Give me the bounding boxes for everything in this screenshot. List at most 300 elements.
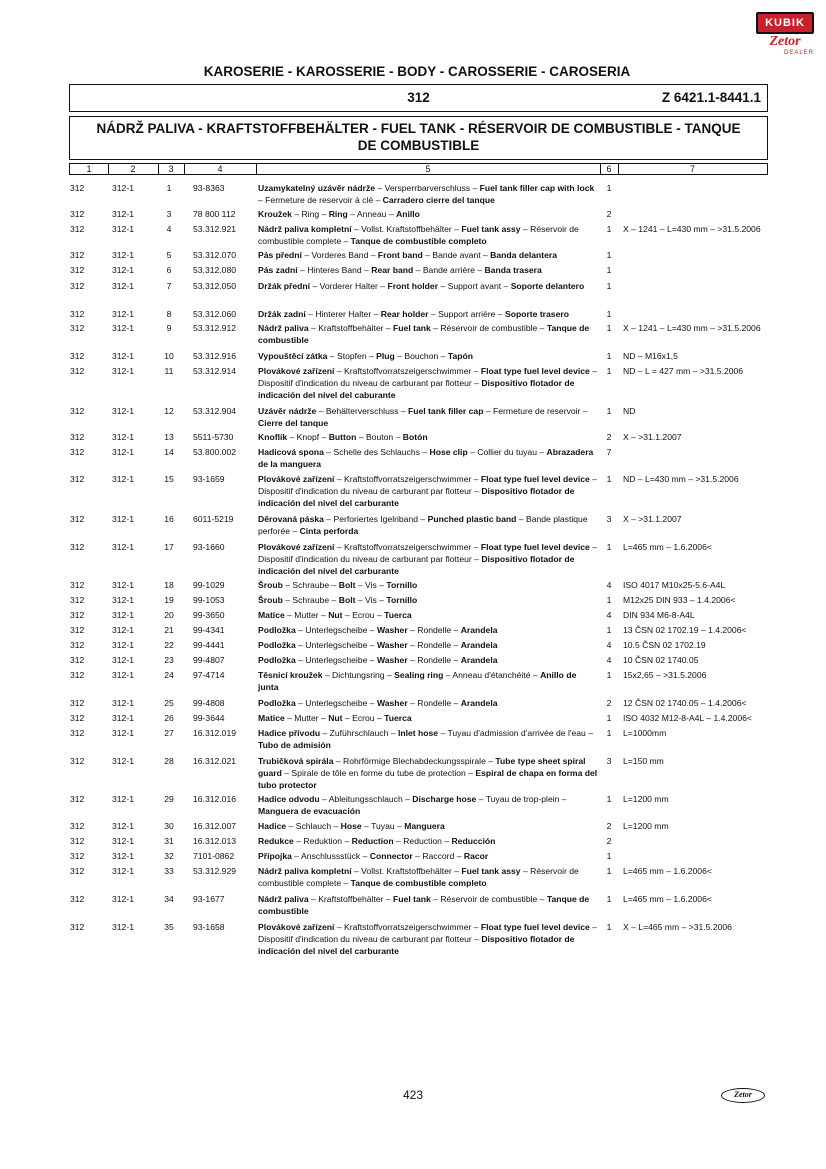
description-translation: – Raccord –	[412, 851, 464, 861]
description-translation: – Versperrbarverschluss –	[375, 183, 480, 193]
quantity-cell: 7	[606, 447, 612, 457]
description-translation: – Unterlegscheibe –	[295, 625, 377, 635]
group-cell: 312	[70, 866, 85, 876]
column-header: 3	[158, 164, 185, 174]
description-name: Plovákové zařízení	[258, 922, 335, 932]
description-name: Nádrž paliva	[258, 894, 309, 904]
group-cell: 312	[70, 713, 85, 723]
description-cell	[258, 405, 598, 429]
group-cell: 312	[70, 851, 85, 861]
subgroup-cell: 312-1	[112, 265, 134, 275]
subgroup-cell: 312-1	[112, 794, 134, 804]
description-name: Cierre del tanque	[258, 418, 329, 428]
description-cell	[258, 639, 598, 651]
subgroup-cell: 312-1	[112, 713, 134, 723]
part-number-cell: 5511-5730	[193, 432, 234, 442]
note-cell: DIN 934 M6-8-A4L	[623, 610, 695, 620]
description-translation: – Dispositif d'indication du niveau de carburant par flotteur –	[258, 474, 597, 496]
description-translation: – Kraftstoffbehälter –	[308, 894, 394, 904]
description-translation: – Support arrière –	[428, 309, 505, 319]
part-number-cell: 93-1658	[193, 922, 225, 932]
description-name: Pás přední	[258, 250, 302, 260]
description-cell	[258, 697, 598, 709]
position-cell: 23	[164, 655, 174, 665]
description-name: Redukce	[258, 836, 294, 846]
quantity-cell: 3	[606, 514, 612, 524]
description-translation: – Rohrförmige Blechabdeckungsspirale –	[333, 756, 496, 766]
description-translation: – Stopfen –	[327, 351, 377, 361]
position-cell: 34	[164, 894, 174, 904]
description-name: Botón	[402, 432, 428, 442]
description-name: Hose clip	[429, 447, 468, 457]
quantity-cell: 4	[606, 580, 612, 590]
part-number-cell: 16.312.016	[193, 794, 237, 804]
description-name: Rear band	[371, 265, 414, 275]
description-name: Podložka	[258, 640, 296, 650]
quantity-cell: 1	[606, 366, 612, 376]
description-name: Float type fuel level device	[480, 474, 590, 484]
description-cell	[258, 850, 598, 862]
note-cell: ND – L = 427 mm – >31.5.2006	[623, 366, 744, 376]
description-name: Float type fuel level device	[480, 922, 590, 932]
description-translation: – Kraftstoffvorratszeigerschwimmer –	[334, 366, 481, 376]
description-translation: – Vollst. Kraftstoffbehälter –	[351, 224, 462, 234]
quantity-cell: 1	[606, 281, 612, 291]
description-name: Reduction	[351, 836, 394, 846]
part-number-cell: 6011-5219	[193, 514, 234, 524]
quantity-cell: 4	[606, 655, 612, 665]
description-name: Nádrž paliva kompletní	[258, 866, 352, 876]
description-cell	[258, 712, 598, 724]
group-cell: 312	[70, 756, 85, 766]
column-header: 1	[70, 164, 109, 174]
subgroup-cell: 312-1	[112, 323, 134, 333]
position-cell: 5	[166, 250, 172, 260]
description-name: Plug	[376, 351, 395, 361]
note-cell: X – >31.1.2007	[623, 432, 682, 442]
column-header: 5	[256, 164, 601, 174]
subgroup-cell: 312-1	[112, 698, 134, 708]
description-name: Fuel tank assy	[461, 866, 521, 876]
description-name: Float type fuel level device	[480, 542, 590, 552]
description-cell	[258, 755, 598, 791]
part-number-cell: 53.312.050	[193, 281, 237, 291]
logo-zetor: Zetor	[769, 34, 801, 49]
description-cell	[258, 624, 598, 636]
description-name: Tubo de admisión	[258, 740, 331, 750]
description-translation: – Réservoir de combustible complete –	[258, 224, 579, 246]
description-name: Inlet hose	[397, 728, 439, 738]
subgroup-cell: 312-1	[112, 366, 134, 376]
description-name: Přípojka	[258, 851, 292, 861]
description-name: Tanque de combustible	[258, 894, 590, 916]
description-name: Plovákové zařízení	[258, 542, 335, 552]
position-cell: 18	[164, 580, 174, 590]
description-name: Tuerca	[384, 713, 412, 723]
description-translation: – Schelle des Schlauchs –	[323, 447, 430, 457]
description-translation: – Mutter –	[284, 610, 329, 620]
description-cell	[258, 727, 598, 751]
subgroup-cell: 312-1	[112, 821, 134, 831]
description-name: Fuel tank	[393, 323, 431, 333]
description-cell	[258, 473, 598, 509]
description-cell	[258, 182, 598, 206]
description-name: Nádrž paliva kompletní	[258, 224, 352, 234]
description-name: Tornillo	[386, 580, 418, 590]
description-translation: – Kraftstoffbehälter –	[308, 323, 394, 333]
description-translation: – Réservoir de combustible complete –	[258, 866, 579, 888]
subgroup-cell: 312-1	[112, 514, 134, 524]
description-name: Trubičková spirála	[258, 756, 334, 766]
description-translation: – Perforiertes Igelriband –	[323, 514, 428, 524]
position-cell: 26	[164, 713, 174, 723]
description-cell	[258, 513, 598, 537]
description-name: Dispositivo flotador de indicación del nivel del carburante	[258, 934, 575, 956]
subgroup-cell: 312-1	[112, 894, 134, 904]
position-cell: 12	[164, 406, 174, 416]
page-title: NÁDRŽ PALIVA - KRAFTSTOFFBEHÄLTER - FUEL TANK - RÉSERVOIR DE COMBUSTIBLE - TANQUE DE COMBUSTIBLE	[69, 116, 768, 160]
quantity-cell: 2	[606, 698, 612, 708]
description-translation: – Ableitungsschlauch –	[319, 794, 413, 804]
description-name: Hadice	[258, 821, 287, 831]
description-name: Hadicová spona	[258, 447, 324, 457]
description-translation: – Schlauch –	[286, 821, 341, 831]
position-cell: 31	[164, 836, 174, 846]
description-cell	[258, 541, 598, 577]
page-number: 423	[402, 1088, 424, 1102]
description-name: Šroub	[258, 580, 283, 590]
description-name: Tanque de combustible	[258, 323, 590, 345]
note-cell: L=1200 mm	[623, 794, 669, 804]
part-number-cell: 99-4807	[193, 655, 225, 665]
description-cell	[258, 793, 598, 817]
group-cell: 312	[70, 183, 85, 193]
description-cell	[258, 446, 598, 470]
column-header: 7	[689, 164, 695, 174]
description-translation: – Bande plastique perforée –	[258, 514, 588, 536]
description-name: Děrovaná páska	[258, 514, 324, 524]
note-cell: L=465 mm – 1.6.2006<	[623, 894, 712, 904]
position-cell: 33	[164, 866, 174, 876]
group-cell: 312	[70, 265, 85, 275]
note-cell: ISO 4032 M12-8-A4L – 1.4.2006<	[623, 713, 752, 723]
description-translation: – Unterlegscheibe –	[295, 640, 377, 650]
description-name: Vypouštěcí zátka	[258, 351, 328, 361]
position-cell: 3	[166, 209, 172, 219]
description-name: Držák přední	[258, 281, 311, 291]
quantity-cell: 2	[606, 821, 612, 831]
quantity-cell: 1	[606, 474, 612, 484]
description-translation: – Fermeture de reservoir –	[483, 406, 588, 416]
subgroup-cell: 312-1	[112, 406, 134, 416]
description-name: Fuel tank	[393, 894, 431, 904]
description-name: Matice	[258, 610, 285, 620]
description-translation: – Fermeture de reservoir à clé –	[258, 195, 383, 205]
quantity-cell: 1	[606, 309, 612, 319]
description-name: Kroužek	[258, 209, 292, 219]
description-translation: – Bouton –	[356, 432, 403, 442]
subgroup-cell: 312-1	[112, 351, 134, 361]
description-name: Plovákové zařízení	[258, 366, 335, 376]
part-number-cell: 53.312.912	[193, 323, 237, 333]
description-cell	[258, 264, 598, 276]
description-name: Tuerca	[384, 610, 412, 620]
description-translation: – Ring –	[291, 209, 329, 219]
logo-dealer: DEALER	[783, 50, 814, 56]
description-name: Arandela	[460, 640, 498, 650]
description-name: Manguera de evacuación	[258, 806, 361, 816]
part-number-cell: 99-1029	[193, 580, 225, 590]
group-cell: 312	[70, 728, 85, 738]
position-cell: 7	[166, 281, 172, 291]
part-number-cell: 16.312.019	[193, 728, 237, 738]
description-translation: – Tuyau d'admission d'arrivée de l'eau –	[438, 728, 594, 738]
position-cell: 29	[164, 794, 174, 804]
subgroup-cell: 312-1	[112, 209, 134, 219]
position-cell: 22	[164, 640, 174, 650]
subgroup-cell: 312-1	[112, 728, 134, 738]
note-cell: 12 ČSN 02 1740.05 – 1.4.2006<	[623, 698, 747, 708]
description-cell	[258, 835, 598, 847]
description-translation: – Behälterverschluss –	[316, 406, 408, 416]
description-translation: – Rondelle –	[407, 655, 461, 665]
subgroup-cell: 312-1	[112, 670, 134, 680]
description-name: Bolt	[338, 580, 356, 590]
description-cell	[258, 921, 598, 957]
description-name: Cinta perforda	[299, 526, 359, 536]
quantity-cell: 1	[606, 406, 612, 416]
subgroup-cell: 312-1	[112, 625, 134, 635]
position-cell: 17	[164, 542, 174, 552]
description-translation: – Dispositif d'indication du niveau de carburant par flotteur –	[258, 366, 597, 388]
part-number-cell: 93-8363	[193, 183, 225, 193]
description-name: Pás zadní	[258, 265, 298, 275]
subgroup-cell: 312-1	[112, 309, 134, 319]
description-name: Arandela	[460, 655, 498, 665]
description-name: Float type fuel level device	[480, 366, 590, 376]
description-translation: – Dispositif d'indication du niveau de carburant par flotteur –	[258, 922, 597, 944]
subgroup-cell: 312-1	[112, 640, 134, 650]
description-translation: – Tuyau de trop-plein –	[476, 794, 567, 804]
part-number-cell: 99-4441	[193, 640, 225, 650]
description-name: Fuel tank filler cap with lock	[479, 183, 595, 193]
description-name: Bolt	[338, 595, 356, 605]
description-translation: – Reduktion –	[293, 836, 352, 846]
subgroup-cell: 312-1	[112, 580, 134, 590]
description-translation: – Zuführschlauch –	[320, 728, 398, 738]
description-cell	[258, 223, 598, 247]
description-name: Uzávěr nádrže	[258, 406, 317, 416]
description-translation: – Spirale de tôle en forme du tube de protection –	[281, 768, 476, 778]
quantity-cell: 4	[606, 610, 612, 620]
position-cell: 1	[166, 183, 172, 193]
quantity-cell: 1	[606, 595, 612, 605]
part-number-cell: 53.312.914	[193, 366, 237, 376]
description-translation: – Anneau d'étanchéité –	[443, 670, 541, 680]
quantity-cell: 1	[606, 265, 612, 275]
quantity-cell: 1	[606, 250, 612, 260]
quantity-cell: 1	[606, 728, 612, 738]
description-name: Connector	[369, 851, 413, 861]
group-cell: 312	[70, 351, 85, 361]
part-number-cell: 78 800 112	[193, 209, 236, 219]
part-number-cell: 97-4714	[193, 670, 225, 680]
position-cell: 4	[166, 224, 172, 234]
description-name: Dispositivo flotador de indicación del nivel del carburante	[258, 486, 575, 508]
description-translation: – Mutter –	[284, 713, 329, 723]
description-name: Fuel tank assy	[461, 224, 521, 234]
logo-kubik: KUBIK	[756, 12, 814, 34]
description-name: Front band	[377, 250, 423, 260]
part-number-cell: 93-1660	[193, 542, 225, 552]
subgroup-cell: 312-1	[112, 250, 134, 260]
group-cell: 312	[70, 366, 85, 376]
description-cell	[258, 654, 598, 666]
description-translation: – Kraftstoffvorratszeigerschwimmer –	[334, 474, 481, 484]
description-translation: – Bouchon –	[394, 351, 448, 361]
description-name: Button	[328, 432, 357, 442]
description-name: Sealing ring	[394, 670, 444, 680]
description-name: Espiral de chapa en forma del tubo protector	[258, 768, 598, 790]
position-cell: 19	[164, 595, 174, 605]
group-cell: 312	[70, 610, 85, 620]
part-number-cell: 99-3644	[193, 713, 225, 723]
description-name: Punched plastic band	[427, 514, 517, 524]
position-cell: 6	[166, 265, 172, 275]
description-translation: – Rondelle –	[407, 640, 461, 650]
note-cell: M12x25 DIN 933 – 1.4.2006<	[623, 595, 736, 605]
quantity-cell: 2	[606, 209, 612, 219]
group-cell: 312	[70, 821, 85, 831]
description-translation: – Vorderes Band –	[301, 250, 378, 260]
note-cell: L=465 mm – 1.6.2006<	[623, 542, 712, 552]
description-name: Arandela	[460, 625, 498, 635]
subgroup-cell: 312-1	[112, 281, 134, 291]
quantity-cell: 1	[606, 351, 612, 361]
position-cell: 27	[164, 728, 174, 738]
group-cell: 312	[70, 625, 85, 635]
subgroup-cell: 312-1	[112, 542, 134, 552]
group-cell: 312	[70, 224, 85, 234]
subgroup-cell: 312-1	[112, 836, 134, 846]
part-number-cell: 7101-0862	[193, 851, 235, 861]
subgroup-cell: 312-1	[112, 474, 134, 484]
position-cell: 21	[164, 625, 174, 635]
quantity-cell: 1	[606, 323, 612, 333]
description-name: Manguera	[404, 821, 445, 831]
part-number-cell: 99-4808	[193, 698, 225, 708]
description-name: Hadice odvodu	[258, 794, 320, 804]
description-name: Front holder	[387, 281, 439, 291]
description-cell	[258, 579, 598, 591]
quantity-cell: 1	[606, 183, 612, 193]
model-range: Z 6421.1-8441.1	[661, 90, 761, 105]
description-name: Anillo de junta	[258, 670, 577, 692]
group-cell: 312	[70, 447, 85, 457]
description-translation: – Collier du tuyau –	[467, 447, 547, 457]
description-name: Fuel tank filler cap	[408, 406, 484, 416]
part-number-cell: 99-1053	[193, 595, 225, 605]
group-cell: 312	[70, 281, 85, 291]
description-name: Hose	[340, 821, 362, 831]
quantity-cell: 1	[606, 542, 612, 552]
description-name: Banda trasera	[484, 265, 542, 275]
description-name: Anillo	[396, 209, 420, 219]
column-header: 6	[600, 164, 619, 174]
description-cell	[258, 208, 598, 220]
quantity-cell: 1	[606, 713, 612, 723]
group-cell: 312	[70, 323, 85, 333]
description-name: Tanque de combustible completo	[350, 236, 487, 246]
description-name: Washer	[376, 625, 408, 635]
description-translation: – Vollst. Kraftstoffbehälter –	[351, 866, 462, 876]
quantity-cell: 2	[606, 836, 612, 846]
note-cell: X – 1241 – L=430 mm – >31.5.2006	[623, 323, 761, 333]
group-cell: 312	[70, 698, 85, 708]
position-cell: 35	[164, 922, 174, 932]
description-name: Nut	[328, 610, 343, 620]
subgroup-cell: 312-1	[112, 224, 134, 234]
position-cell: 11	[164, 366, 174, 376]
group-cell: 312	[70, 894, 85, 904]
group-cell: 312	[70, 406, 85, 416]
description-translation: – Reduction –	[393, 836, 452, 846]
note-cell: ND	[623, 406, 636, 416]
description-name: Tornillo	[386, 595, 418, 605]
footer-zetor-logo: Zetor	[721, 1088, 765, 1103]
group-cell: 312	[70, 250, 85, 260]
quantity-cell: 1	[606, 625, 612, 635]
description-name: Reducción	[451, 836, 496, 846]
description-name: Dispositivo flotador de indicación del nivel del carburante	[258, 554, 575, 576]
description-name: Uzamykatelný uzávěr nádrže	[258, 183, 376, 193]
group-cell: 312	[70, 836, 85, 846]
position-cell: 28	[164, 756, 174, 766]
description-name: Abrazadera de la manguera	[258, 447, 594, 469]
quantity-cell: 1	[606, 224, 612, 234]
description-translation: – Kraftstoffvorratszeigerschwimmer –	[334, 542, 481, 552]
description-translation: – Unterlegscheibe –	[295, 655, 377, 665]
quantity-cell: 3	[606, 756, 612, 766]
note-cell: X – L=465 mm – >31.5.2006	[623, 922, 732, 932]
description-name: Ring	[328, 209, 348, 219]
description-cell	[258, 669, 598, 693]
description-name: Tapón	[447, 351, 473, 361]
part-number-cell: 93-1677	[193, 894, 225, 904]
description-name: Podložka	[258, 625, 296, 635]
part-number-cell: 53.312.921	[193, 224, 237, 234]
group-cell: 312	[70, 595, 85, 605]
description-name: Těsnicí kroužek	[258, 670, 323, 680]
part-number-cell: 16.312.021	[193, 756, 237, 766]
note-cell: 10 ČSN 02 1740.05	[623, 655, 699, 665]
description-name: Tube type sheet spiral guard	[258, 756, 586, 778]
note-cell: 13 ČSN 02 1702.19 – 1.4.2006<	[623, 625, 747, 635]
part-number-cell: 53.312.904	[193, 406, 237, 416]
part-number-cell: 16.312.013	[193, 836, 237, 846]
description-translation: – Rondelle –	[407, 698, 461, 708]
subgroup-cell: 312-1	[112, 183, 134, 193]
group-cell: 312	[70, 794, 85, 804]
description-cell	[258, 865, 598, 889]
quantity-cell: 1	[606, 866, 612, 876]
position-cell: 25	[164, 698, 174, 708]
part-number-cell: 99-3650	[193, 610, 225, 620]
description-translation: – Dispositif d'indication du niveau de carburant par flotteur –	[258, 542, 597, 564]
group-cell: 312	[70, 580, 85, 590]
description-cell	[258, 609, 598, 621]
subgroup-cell: 312-1	[112, 922, 134, 932]
